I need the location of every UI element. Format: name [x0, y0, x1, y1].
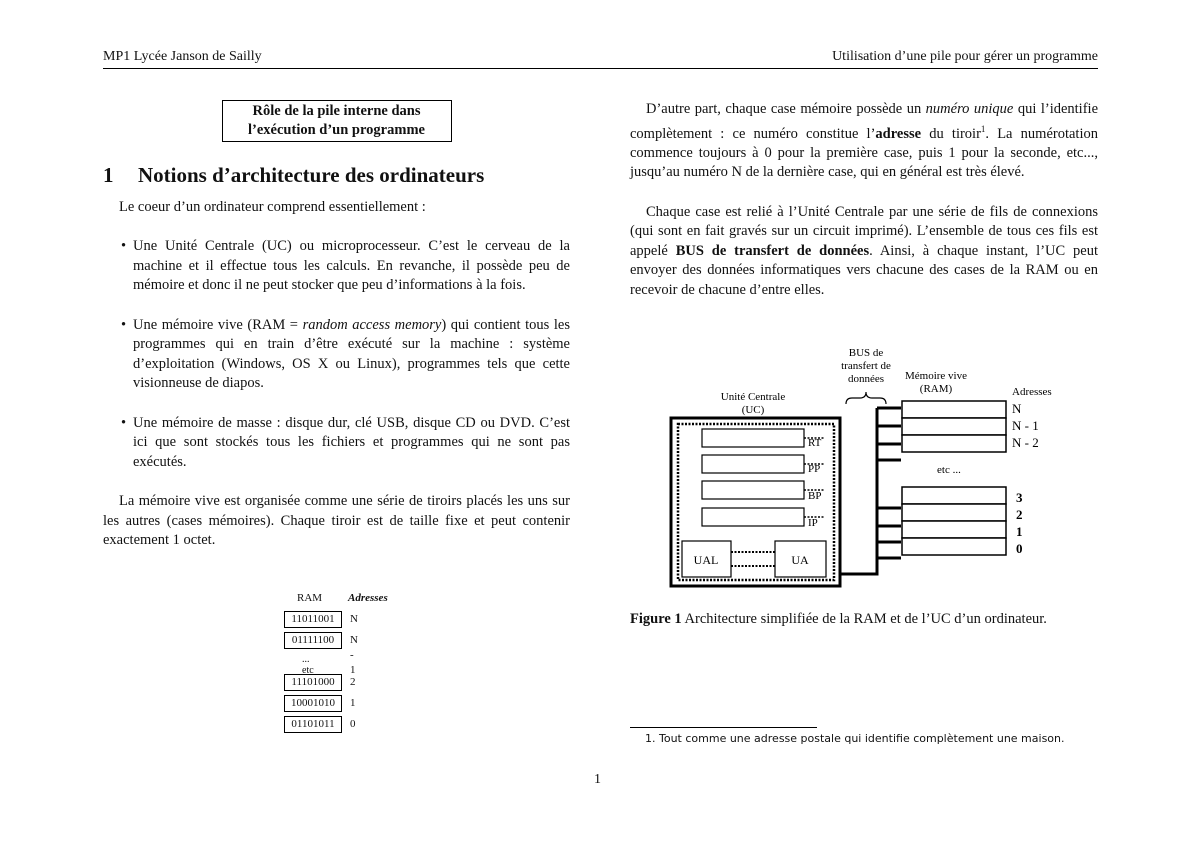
- addr-n: N: [1012, 401, 1022, 416]
- ram-cells-top: [902, 401, 1006, 452]
- figure-caption-text: Architecture simplifiée de la RAM et de l’UC d’un ordinateur.: [681, 611, 1047, 627]
- register-label: BP: [808, 490, 822, 502]
- header-right: Utilisation d’une pile pour gérer un programme: [832, 49, 1098, 64]
- ram-cell: 10001010: [284, 695, 342, 712]
- footnote-mark: 1.: [645, 732, 656, 745]
- addr-n-2: N - 2: [1012, 435, 1039, 450]
- register-box: [702, 429, 804, 447]
- section-heading: [103, 163, 570, 187]
- ram-addr: 0: [350, 718, 356, 730]
- list-item: • Une mémoire de masse : disque dur, clé USB, disque CD ou DVD. C’est ici que sont stockés tous les fichiers et programmes qui ne sont pas exécutés.: [121, 414, 570, 470]
- ram-cell: 11101000: [284, 674, 342, 691]
- ram-addr: 1: [350, 697, 356, 709]
- register-box: [702, 455, 804, 473]
- component-list: [103, 237, 570, 472]
- uc-label-2: (UC): [741, 404, 765, 416]
- bullet-text-ram-em: random access memory: [302, 316, 442, 333]
- uc-label-1: Unité Centrale: [720, 391, 786, 403]
- register-label: RT: [808, 437, 822, 449]
- ram-label-2: (RAM): [919, 383, 953, 395]
- ram-addr: N - 1: [350, 634, 358, 676]
- list-item: • Une Unité Centrale (UC) ou microprocesseur. C’est le cerveau de la machine et il effectue tous les calculs. En revanche, il possède peu de mémoire et donc il ne peut stocker que peu d’informations à la fois.: [121, 238, 570, 293]
- title-line-2: l’exécution d’un programme: [248, 122, 425, 138]
- footnote: [645, 732, 1065, 745]
- registers: [702, 429, 824, 529]
- ram-label-1: Mémoire vive: [904, 370, 968, 382]
- addr-0: 0: [1016, 541, 1023, 556]
- ram-cells-bottom: [902, 487, 1006, 555]
- left-column: [103, 100, 570, 551]
- architecture-figure: [660, 340, 1080, 595]
- addr-2: 2: [1016, 507, 1023, 522]
- ram-addr: N: [350, 613, 358, 625]
- bus-label-2: transfert de: [841, 360, 891, 372]
- footnote-text: Tout comme une adresse postale qui identifie complètement une maison.: [659, 732, 1065, 745]
- bullet-text-mass: Une mémoire de masse : disque dur, clé USB, disque CD ou DVD. C’est ici que sont stockés tous les fichiers et programmes qui ne sont pas exécutés.: [133, 414, 570, 470]
- ram-paragraph: La mémoire vive est organisée comme une série de tiroirs placés les uns sur les autres (cases mémoires). Chaque tiroir est de taille fixe et peut contenir exactement 1 octet.: [103, 493, 570, 548]
- intro-paragraph: Le coeur d’un ordinateur comprend essentiellement :: [119, 198, 426, 215]
- bullet-text-ram-pre: Une mémoire vive (RAM =: [133, 316, 303, 333]
- ua-label: UA: [791, 553, 809, 567]
- bus-paragraph: Chaque case est relié à l’Unité Centrale par une série de fils de connexions (qui sont en fait gravés sur un circuit imprimé). L’ensemble de tous ces fils est appelé BUS de transfert de données. Ainsi, à chaque instant, l’UC peut envoyer des données informatiques vers chacune des cases de la RAM ou en recevoir de chacune d’entre elles.: [630, 203, 1099, 298]
- bus-label-3: données: [847, 373, 885, 385]
- page-number: 1: [594, 772, 601, 787]
- bus-label-1: BUS de: [848, 347, 884, 359]
- section-title: Notions d’architecture des ordinateurs: [138, 163, 485, 187]
- register-box: [702, 481, 804, 499]
- addr-n-1: N - 1: [1012, 418, 1039, 433]
- list-item: • Une mémoire vive (RAM = random access memory) qui contient tous les programmes qui en train d’être exécuté sur la machine : système d’exploitation (Windows, OS X ou Linux), programmes tels que cette visionneuse de diapos.: [121, 316, 571, 391]
- address-paragraph: D’autre part, chaque case mémoire possède un numéro unique qui l’identifie complètement : ce numéro constitue l’adresse du tiroir$^1$. La numérotation commence toujours à 0 pour la première case, puis 1 pour la seconde, etc..., jusqu’au numéro N de la dernière case, qui en général est très élevé.: [630, 101, 1099, 181]
- register-box: [702, 508, 804, 526]
- title-box: [222, 100, 452, 142]
- ram-cell: 01111100: [284, 632, 342, 649]
- addr-label: Adresses: [1012, 386, 1052, 398]
- figure-caption-label: Figure 1: [630, 611, 682, 627]
- footnote-rule: [630, 727, 817, 728]
- title-line-1: Rôle de la pile interne dans: [252, 103, 421, 119]
- header-left: MP1 Lycée Janson de Sailly: [103, 49, 262, 64]
- register-label: IP: [808, 517, 818, 529]
- figure-caption: [630, 610, 1098, 630]
- ram-addr: 2: [350, 676, 356, 688]
- section-number: 1: [103, 163, 114, 187]
- bullet-text-ram-post: ) qui contient tous les programmes qui en train d’être exécuté sur la machine : système d’exploitation (Windows, OS X ou Linux), programmes tels que cette visionneuse de diapos.: [133, 316, 571, 391]
- ram-etc-label: etc ...: [937, 464, 961, 476]
- header-rule: [103, 68, 1098, 69]
- register-label: PP: [808, 463, 821, 475]
- addr-col-header: Adresses: [348, 592, 388, 604]
- ram-etc: ... etc: [302, 654, 314, 676]
- ual-label: UAL: [693, 553, 719, 567]
- ram-cell: 01101011: [284, 716, 342, 733]
- ram-cell: 11011001: [284, 611, 342, 628]
- addr-1: 1: [1016, 524, 1023, 539]
- addr-3: 3: [1016, 490, 1023, 505]
- footnote-ref: 1: [980, 123, 986, 134]
- data-bus: [840, 408, 901, 574]
- bullet-text-uc: Une Unité Centrale (UC) ou microprocesseur. C’est le cerveau de la machine et il effectue tous les calculs. En revanche, il possède peu de mémoire et donc il ne peut stocker que peu d’informations à la fois.: [133, 238, 570, 293]
- bus-brace: [846, 392, 886, 404]
- ram-col-header: RAM: [297, 592, 323, 604]
- right-column: [630, 100, 1098, 300]
